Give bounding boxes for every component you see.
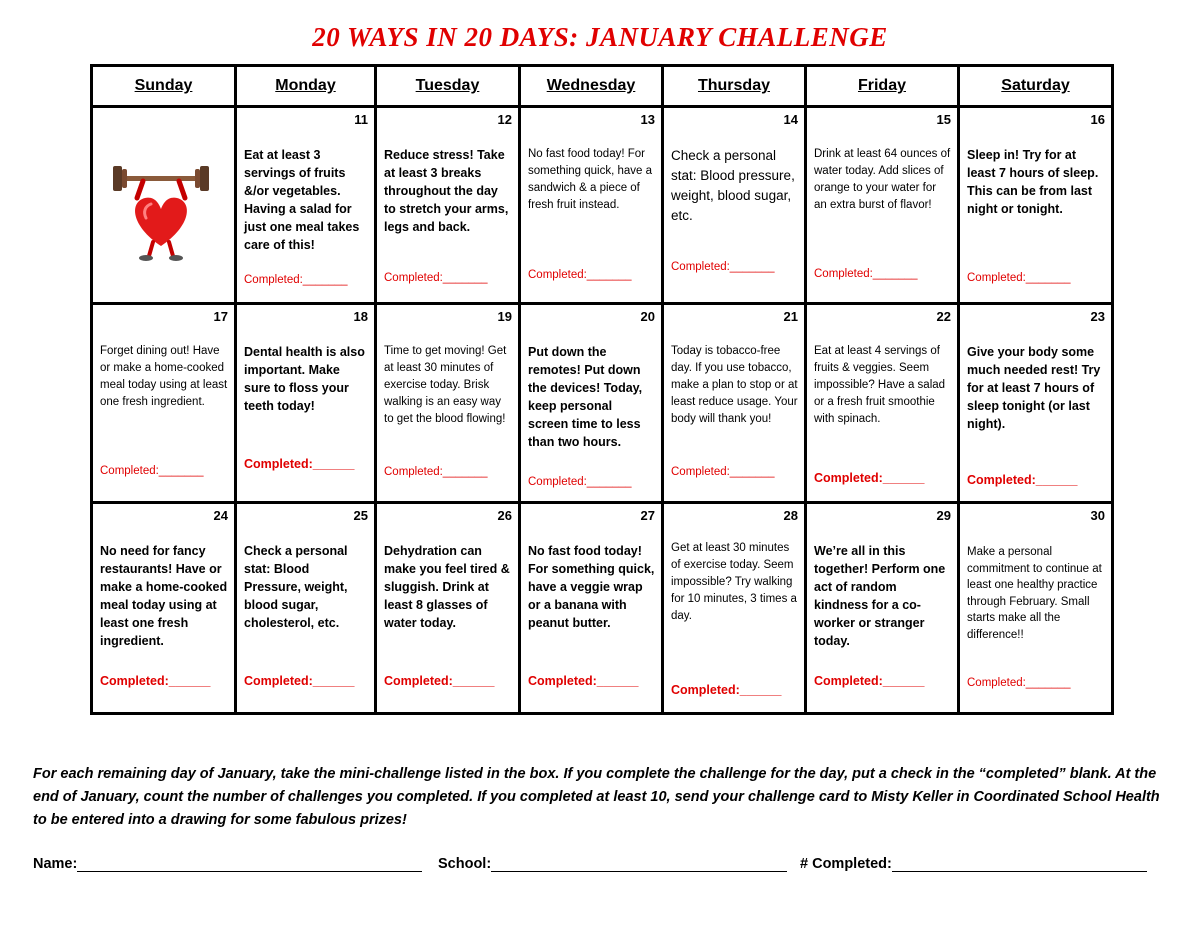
completed-blank[interactable]: Completed:_______ bbox=[814, 268, 918, 280]
completed-blank[interactable]: Completed:_______ bbox=[100, 465, 204, 477]
challenge-text: Eat at least 4 servings of fruits & veggies. Seem impossible? Have a salad or a fresh fruit smoothie with spinach. bbox=[814, 345, 946, 425]
day-number: 21 bbox=[783, 309, 798, 324]
day-cell-27 bbox=[520, 503, 663, 714]
name-label: Name: bbox=[33, 856, 78, 872]
school-blank[interactable] bbox=[491, 855, 787, 872]
mascot-cell bbox=[92, 107, 236, 304]
challenge-text: No need for fancy restaurants! Have or make a home-cooked meal today using at least one fresh ingredient. bbox=[100, 544, 228, 648]
challenge-text: Drink at least 64 ounces of water today. Add slices of orange to your water for an extra burst of flavor! bbox=[814, 148, 951, 211]
challenge-text: Time to get moving! Get at least 30 minutes of exercise today. Brisk walking is an easy way to get the blood flowing! bbox=[384, 345, 507, 425]
day-cell-16 bbox=[959, 107, 1113, 304]
header-saturday: Saturday bbox=[959, 66, 1113, 107]
day-cell-20 bbox=[520, 304, 663, 503]
day-cell-13 bbox=[520, 107, 663, 304]
day-number: 16 bbox=[1090, 112, 1105, 127]
challenge-calendar bbox=[90, 64, 1114, 715]
completed-blank[interactable]: Completed:_______ bbox=[384, 272, 488, 284]
day-number: 30 bbox=[1090, 508, 1105, 523]
challenge-text: Eat at least 3 servings of fruits &/or vegetables. Having a salad for just one meal takes care of this! bbox=[244, 148, 360, 252]
completed-blank[interactable]: Completed:_______ bbox=[384, 466, 488, 478]
completed-blank[interactable]: Completed:_______ bbox=[967, 677, 1071, 689]
challenge-text: Dental health is also important. Make sure to floss your teeth today! bbox=[244, 345, 365, 413]
header-sunday: Sunday bbox=[92, 66, 236, 107]
page-title: 20 WAYS IN 20 DAYS: JANUARY CHALLENGE bbox=[312, 22, 888, 52]
challenge-text: Today is tobacco-free day. If you use tobacco, make a plan to stop or at least reduce usage. Your body will thank you! bbox=[671, 345, 798, 425]
challenge-text: Dehydration can make you feel tired & sluggish. Drink at least 8 glasses of water today. bbox=[384, 544, 510, 630]
challenge-text: We’re all in this together! Perform one act of random kindness for a co-worker or stranger today. bbox=[814, 544, 946, 648]
completed-blank[interactable]: Completed:______ bbox=[814, 471, 925, 485]
challenge-text: Forget dining out! Have or make a home-cooked meal today using at least one fresh ingredient. bbox=[100, 345, 228, 408]
day-number: 26 bbox=[497, 508, 512, 523]
day-cell-26 bbox=[376, 503, 520, 714]
completed-count-field[interactable] bbox=[800, 855, 1147, 872]
day-number: 12 bbox=[497, 112, 512, 127]
challenge-text: Give your body some much needed rest! Try for at least 7 hours of sleep tonight (or last night). bbox=[967, 345, 1101, 431]
completed-blank[interactable]: Completed:_______ bbox=[528, 269, 632, 281]
calendar-week-1 bbox=[92, 107, 1113, 304]
header-tuesday: Tuesday bbox=[376, 66, 520, 107]
challenge-text: Put down the remotes! Put down the devices! Today, keep personal screen time to less than two hours. bbox=[528, 345, 643, 449]
header-thursday: Thursday bbox=[663, 66, 806, 107]
challenge-text: Check a personal stat: Blood pressure, weight, blood sugar, etc. bbox=[671, 148, 795, 223]
weekday-header-row bbox=[92, 66, 1113, 107]
heart-lifting-barbell-icon bbox=[111, 154, 211, 264]
completed-blank[interactable]: Completed:_______ bbox=[528, 476, 632, 488]
name-field[interactable] bbox=[33, 855, 422, 872]
day-cell-14 bbox=[663, 107, 806, 304]
calendar-week-2 bbox=[92, 304, 1113, 503]
day-number: 29 bbox=[936, 508, 951, 523]
challenge-text: Get at least 30 minutes of exercise today. Seem impossible? Try walking for 10 minutes, 3 times a day. bbox=[671, 542, 797, 622]
day-cell-30 bbox=[959, 503, 1113, 714]
day-cell-22 bbox=[806, 304, 959, 503]
completed-blank[interactable]: Completed:______ bbox=[814, 674, 925, 688]
completed-blank[interactable]: Completed:______ bbox=[671, 683, 782, 697]
day-number: 20 bbox=[640, 309, 655, 324]
day-number: 22 bbox=[936, 309, 951, 324]
completed-blank[interactable]: Completed:______ bbox=[100, 674, 211, 688]
completed-blank[interactable]: Completed:_______ bbox=[244, 274, 348, 286]
day-cell-15 bbox=[806, 107, 959, 304]
day-number: 24 bbox=[213, 508, 228, 523]
completed-blank[interactable]: Completed:_______ bbox=[671, 466, 775, 478]
completed-blank[interactable]: Completed:_______ bbox=[671, 261, 775, 273]
day-number: 14 bbox=[783, 112, 798, 127]
day-number: 27 bbox=[640, 508, 655, 523]
day-number: 13 bbox=[640, 112, 655, 127]
day-number: 19 bbox=[497, 309, 512, 324]
challenge-text: Check a personal stat: Blood Pressure, weight, blood sugar, cholesterol, etc. bbox=[244, 544, 348, 630]
day-number: 18 bbox=[353, 309, 368, 324]
instructions-paragraph: For each remaining day of January, take the mini-challenge listed in the box. If you complete the challenge for the day, put a check in the “completed” blank. At the end of January, count the number of challenges you completed. If you completed at least 10, send your challenge card to Misty Keller in Coordinated School Health to be entered into a drawing for some fabulous prizes! bbox=[33, 766, 1160, 828]
challenge-text: Reduce stress! Take at least 3 breaks throughout the day to stretch your arms, legs and back. bbox=[384, 148, 509, 234]
day-cell-24 bbox=[92, 503, 236, 714]
completed-blank[interactable]: Completed:______ bbox=[244, 674, 355, 688]
completed-blank[interactable]: Completed:_______ bbox=[967, 272, 1071, 284]
day-cell-11 bbox=[236, 107, 376, 304]
day-number: 15 bbox=[936, 112, 951, 127]
day-number: 23 bbox=[1090, 309, 1105, 324]
day-cell-12 bbox=[376, 107, 520, 304]
header-wednesday: Wednesday bbox=[520, 66, 663, 107]
day-cell-18 bbox=[236, 304, 376, 503]
day-number: 11 bbox=[354, 112, 368, 127]
calendar-week-3 bbox=[92, 503, 1113, 714]
day-cell-25 bbox=[236, 503, 376, 714]
day-number: 28 bbox=[783, 508, 798, 523]
header-monday: Monday bbox=[236, 66, 376, 107]
completed-count-blank[interactable] bbox=[892, 855, 1147, 872]
completed-blank[interactable]: Completed:______ bbox=[528, 674, 639, 688]
day-number: 25 bbox=[353, 508, 368, 523]
completed-count-label: # Completed: bbox=[800, 856, 892, 872]
challenge-text: No fast food today! For something quick, have a sandwich & a piece of fresh fruit instead. bbox=[528, 148, 653, 211]
completed-blank[interactable]: Completed:______ bbox=[384, 674, 495, 688]
completed-blank[interactable]: Completed:______ bbox=[967, 473, 1078, 487]
day-cell-21 bbox=[663, 304, 806, 503]
day-cell-28 bbox=[663, 503, 806, 714]
day-number: 17 bbox=[213, 309, 228, 324]
day-cell-23 bbox=[959, 304, 1113, 503]
name-blank[interactable] bbox=[77, 855, 422, 872]
completed-blank[interactable]: Completed:______ bbox=[244, 457, 355, 471]
school-field[interactable] bbox=[438, 855, 787, 872]
challenge-text: Sleep in! Try for at least 7 hours of sleep. This can be from last night or tonight. bbox=[967, 148, 1099, 216]
school-label: School: bbox=[438, 856, 492, 872]
day-cell-19 bbox=[376, 304, 520, 503]
challenge-text: Make a personal commitment to continue at least one healthy practice through February. Small starts make all the difference!! bbox=[967, 546, 1102, 641]
header-friday: Friday bbox=[806, 66, 959, 107]
day-cell-17 bbox=[92, 304, 236, 503]
day-cell-29 bbox=[806, 503, 959, 714]
challenge-text: No fast food today! For something quick, have a veggie wrap or a banana with peanut butter. bbox=[528, 544, 655, 630]
